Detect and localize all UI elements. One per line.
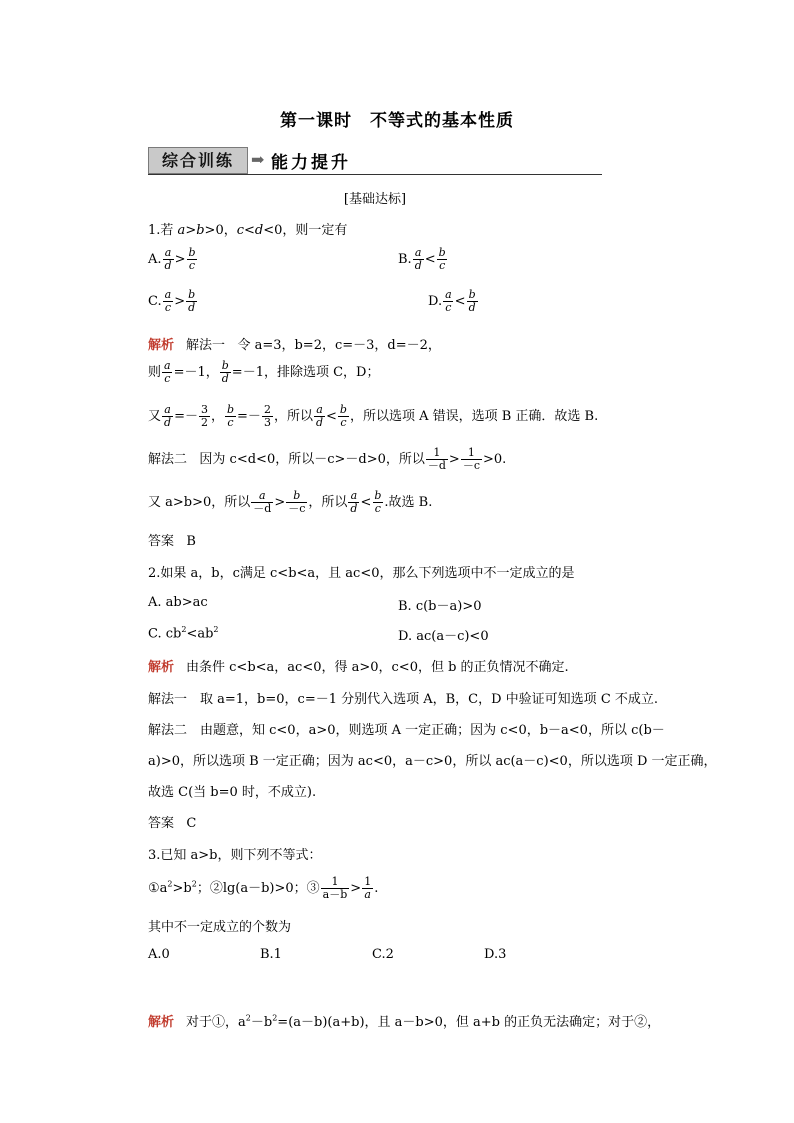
q1-analysis-method1: 解析 解法一 令 a=3，b=2，c=－3，d=－2， bbox=[148, 338, 441, 353]
banner-label: 综合训练 bbox=[148, 147, 248, 174]
title-part-topic: 不等式的基本性质 bbox=[370, 111, 514, 131]
q2-stem: 2.如果 a，b，c满足 c<b<a，且 ac<0，那么下列选项中不一定成立的是 bbox=[148, 566, 575, 581]
q1-option-d: D. $\frac{a}{c}$ < $\frac{b}{d}$ bbox=[428, 288, 476, 314]
banner-heading: 能力提升 bbox=[271, 153, 351, 173]
q1-method2-line1: 解法二 因为 c<d<0，所以－c>－d>0，所以 $\frac{1}{-d}$ > $\frac{1}{-c}$ >0. bbox=[148, 446, 507, 472]
q1-method1-line2: 则 $\frac{a}{c}$ =－1， $\frac{b}{d}$ =－1，排除选项 C，D； bbox=[148, 359, 380, 385]
q1-option-b: B. $\frac{a}{d}$ < $\frac{b}{c}$ bbox=[398, 246, 446, 272]
arrow-right-icon: ➡ bbox=[251, 150, 265, 169]
q2-answer: 答案 C bbox=[148, 816, 197, 831]
q3-option-a: A.0 bbox=[148, 947, 170, 962]
page-title bbox=[0, 106, 794, 131]
divider-line bbox=[148, 174, 602, 175]
q1-method2-line2: 又 a>b>0，所以 $\frac{a}{-d}$ > $\frac{b}{-c}$ ，所以 $\frac{a}{d}$ < $\frac{b}{c}$ .故选 B. bbox=[148, 489, 433, 515]
q3-subquestion: 其中不一定成立的个数为 bbox=[148, 920, 292, 935]
q2-option-a: A. ab>ac bbox=[148, 595, 208, 610]
section-label: [基础达标] bbox=[343, 192, 407, 207]
q3-analysis: 解析 对于①，$a^2-b^2=(a-b)(a+b)$，且 a－b>0，但 a+b 的正负无法确定；对于②， bbox=[148, 1013, 661, 1030]
q3-option-c: C.2 bbox=[372, 947, 394, 962]
q1-method1-line3: 又 $\frac{a}{d}$ =－ $\frac{3}{2}$ ， $\frac{b}{c}$ =－ $\frac{2}{3}$ ，所以 $\frac{a}{d}$ < $\frac{b}{c}$ ，所以选项 A 错误，选项 B 正确．故选 B. bbox=[148, 403, 599, 429]
q2-option-c: C. $cb^2<ab^2$ bbox=[148, 625, 219, 642]
q2-method2-line3: 故选 C(当 b=0 时，不成立). bbox=[148, 785, 317, 800]
q3-stem: 3.已知 a>b，则下列不等式： bbox=[148, 848, 322, 863]
q2-option-b: B. c(b－a)>0 bbox=[398, 599, 482, 614]
q3-option-d: D.3 bbox=[484, 947, 507, 962]
q3-option-b: B.1 bbox=[260, 947, 282, 962]
q1-stem: 1.若 a>b>0，c<d<0，则一定有 bbox=[148, 223, 348, 238]
q2-method2-line1: 解法二 由题意，知 c<0，a>0，则选项 A 一定正确；因为 c<0，b－a<0，所以 c(b－ bbox=[148, 723, 665, 738]
q2-method1: 解法一 取 a=1，b=0，c=－1 分别代入选项 A，B，C，D 中验证可知选项 C 不成立. bbox=[148, 692, 659, 707]
q2-option-d: D. ac(a－c)<0 bbox=[398, 629, 489, 644]
q1-answer: 答案 B bbox=[148, 534, 196, 549]
q3-statements: $①a^2>b^2$；②lg(a－b)>0；③ $\frac{1}{a-b}$ > $\frac{1}{a}$ . bbox=[148, 875, 379, 901]
q1-option-a: A. $\frac{a}{d}$ > $\frac{b}{c}$ bbox=[148, 246, 196, 272]
title-part-lesson: 第一课时 bbox=[280, 111, 352, 131]
q2-method2-line2: a)>0，所以选项 B 一定正确；因为 ac<0，a－c>0，所以 ac(a－c)<0，所以选项 D 一定正确， bbox=[148, 754, 717, 769]
q1-option-c: C. $\frac{a}{c}$ > $\frac{b}{d}$ bbox=[148, 288, 196, 314]
q2-analysis: 解析 由条件 c<b<a，ac<0，得 a>0，c<0，但 b 的正负情况不确定. bbox=[148, 660, 569, 675]
